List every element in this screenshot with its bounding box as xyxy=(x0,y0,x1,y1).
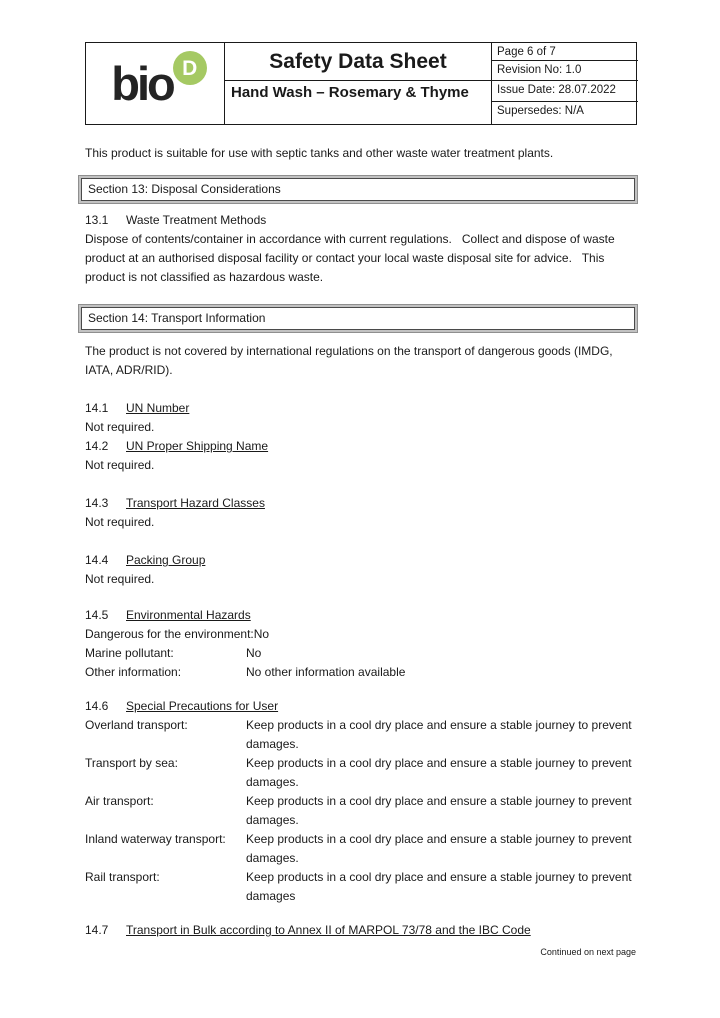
subsection-body: Not required. xyxy=(85,420,155,434)
document-title: Safety Data Sheet xyxy=(224,43,491,81)
logo-badge-letter: D xyxy=(182,56,198,80)
subsection-14-7 xyxy=(85,921,637,940)
section-13-title: Section 13: Disposal Considerations xyxy=(81,178,635,201)
continued-note: Continued on next page xyxy=(540,947,636,957)
subsection-title: UN Proper Shipping Name xyxy=(126,439,269,453)
page-number-info: Page 6 of 7 xyxy=(491,43,638,61)
subsection-14-6 xyxy=(85,697,637,906)
subsection-title: Waste Treatment Methods xyxy=(126,213,267,227)
subsection-number: 14.6 xyxy=(85,699,109,713)
subsection-title: Environmental Hazards xyxy=(126,608,251,622)
subsection-title: Packing Group xyxy=(126,553,206,567)
subsection-14-6-heading xyxy=(85,697,637,716)
subsection-number: 14.4 xyxy=(85,553,109,567)
waste-treatment-body: Dispose of contents/container in accordance with current regulations. Collect and dispose of waste product at an authorised disposal facility or contact your local waste disposal site for advice. This product is not classified as hazardous waste. xyxy=(85,232,618,284)
company-logo xyxy=(86,43,224,124)
issue-date-info: Issue Date: 28.07.2022 xyxy=(491,81,638,102)
subsection-14-1 xyxy=(85,399,637,437)
subsection-number: 14.3 xyxy=(85,496,109,510)
logo-text: bio xyxy=(111,57,173,110)
subsection-number: 13.1 xyxy=(85,213,109,227)
subsection-14-3-heading xyxy=(85,494,637,513)
precaution-row xyxy=(85,754,641,792)
row-value: No xyxy=(246,646,262,660)
row-label: Transport by sea: xyxy=(85,756,178,770)
env-hazard-row xyxy=(85,625,641,644)
subsection-14-4 xyxy=(85,551,637,589)
subsection-14-2-heading xyxy=(85,437,637,456)
subsection-title: Transport in Bulk according to Annex II of MARPOL 73/78 and the IBC Code xyxy=(126,923,531,937)
precaution-row xyxy=(85,868,641,906)
subsection-14-2 xyxy=(85,437,637,475)
subsection-14-1-heading xyxy=(85,399,637,418)
row-value: Keep products in a cool dry place and ensure a stable journey to prevent damages. xyxy=(246,718,632,751)
subsection-14-5 xyxy=(85,606,637,682)
section-14-header-box xyxy=(78,304,638,333)
logo-wrap xyxy=(111,56,198,110)
env-hazard-row xyxy=(85,663,641,682)
subsection-number: 14.2 xyxy=(85,439,109,453)
supersedes-info: Supersedes: N/A xyxy=(491,102,638,124)
row-label: Inland waterway transport: xyxy=(85,832,226,846)
subsection-number: 14.7 xyxy=(85,923,109,937)
row-label: Rail transport: xyxy=(85,870,160,884)
row-label: Air transport: xyxy=(85,794,154,808)
document-header xyxy=(85,42,637,125)
logo-d-badge-icon xyxy=(173,51,207,85)
subsection-body: Not required. xyxy=(85,572,155,586)
row-label: Other information: xyxy=(85,665,182,679)
subsection-body: Not required. xyxy=(85,515,155,529)
precaution-row xyxy=(85,716,641,754)
section-14-title: Section 14: Transport Information xyxy=(81,307,635,330)
subsection-13-1-heading xyxy=(85,211,637,230)
row-value: Keep products in a cool dry place and ensure a stable journey to prevent damages xyxy=(246,870,632,903)
row-value: No xyxy=(253,627,270,641)
row-label: Overland transport: xyxy=(85,718,188,732)
subsection-number: 14.1 xyxy=(85,401,109,415)
row-label: Dangerous for the environment: xyxy=(85,627,254,641)
transport-intro: The product is not covered by international regulations on the transport of dangerous goods (IMDG, IATA, ADR/RID). xyxy=(85,344,613,377)
section-13-header-box xyxy=(78,175,638,204)
subsection-14-7-heading xyxy=(85,921,637,940)
subsection-14-3 xyxy=(85,494,637,532)
subsection-14-5-heading xyxy=(85,606,637,625)
subsection-number: 14.5 xyxy=(85,608,109,622)
septic-tank-note: This product is suitable for use with septic tanks and other waste water treatment plants. xyxy=(85,146,554,160)
subsection-title: UN Number xyxy=(126,401,190,415)
subsection-14-4-heading xyxy=(85,551,637,570)
row-value: Keep products in a cool dry place and ensure a stable journey to prevent damages. xyxy=(246,794,632,827)
row-value: No other information available xyxy=(246,665,406,679)
subsection-title: Special Precautions for User xyxy=(126,699,279,713)
row-label: Marine pollutant: xyxy=(85,646,174,660)
precaution-row xyxy=(85,830,641,868)
row-value: Keep products in a cool dry place and ensure a stable journey to prevent damages. xyxy=(246,832,632,865)
product-name: Hand Wash – Rosemary & Thyme xyxy=(224,81,491,124)
row-value: Keep products in a cool dry place and ensure a stable journey to prevent damages. xyxy=(246,756,632,789)
subsection-body: Not required. xyxy=(85,458,155,472)
precaution-row xyxy=(85,792,641,830)
env-hazard-row xyxy=(85,644,641,663)
subsection-title: Transport Hazard Classes xyxy=(126,496,265,510)
revision-info: Revision No: 1.0 xyxy=(491,61,638,81)
